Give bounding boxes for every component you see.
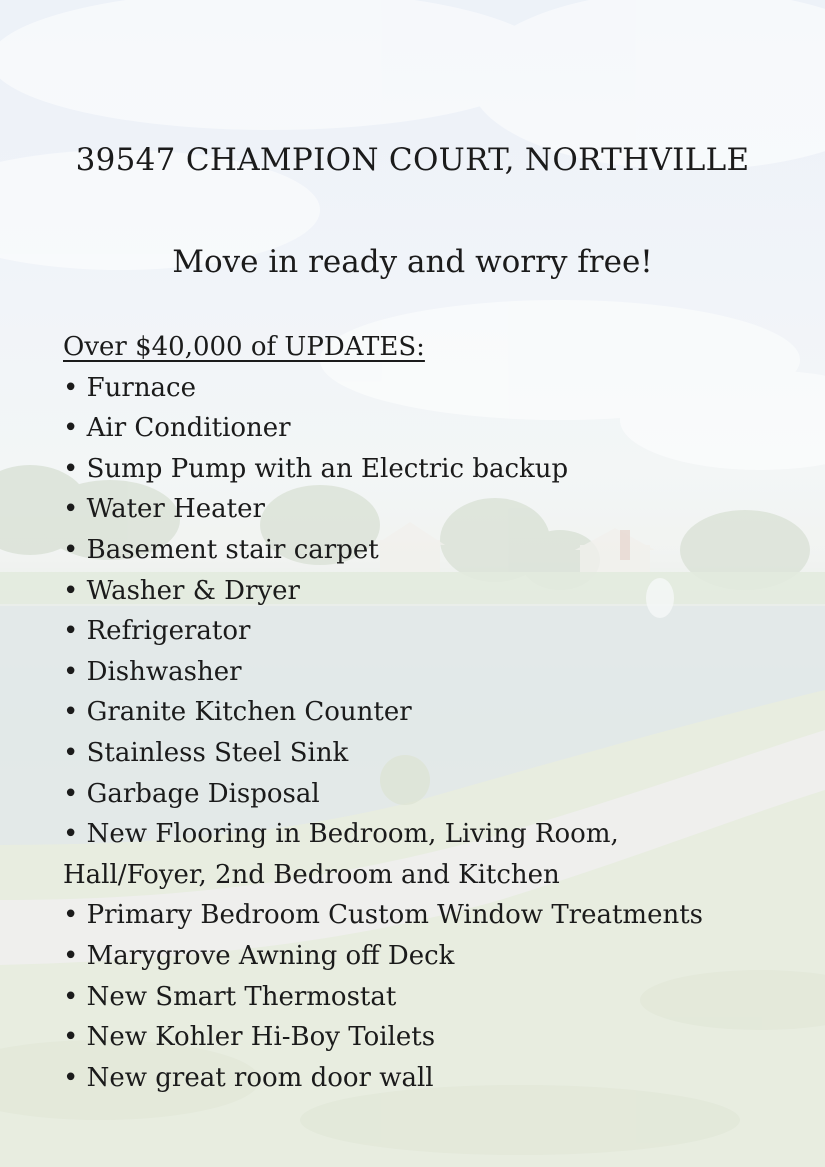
- update-item-new-flooring: • New Flooring in Bedroom, Living Room, Hall/Foyer, 2nd Bedroom and Kitchen: [63, 819, 619, 890]
- updates-section: [63, 327, 783, 1098]
- update-item-dishwasher: • Dishwasher: [63, 656, 242, 687]
- update-item-awning: • Marygrove Awning off Deck: [63, 940, 455, 971]
- update-item-garbage-disposal: • Garbage Disposal: [63, 778, 320, 809]
- update-item-granite-counter: • Granite Kitchen Counter: [63, 697, 412, 728]
- updates-list: [63, 368, 783, 1099]
- update-item-water-heater: • Water Heater: [63, 494, 265, 525]
- update-item-sump-pump: • Sump Pump with an Electric backup: [63, 453, 569, 484]
- property-address: 39547 CHAMPION COURT, NORTHVILLE: [75, 142, 750, 178]
- update-item-furnace: • Furnace: [63, 372, 197, 403]
- update-item-air-conditioner: • Air Conditioner: [63, 413, 291, 444]
- update-item-smart-thermostat: • New Smart Thermostat: [63, 981, 397, 1012]
- updates-heading: Over $40,000 of UPDATES:: [63, 332, 425, 362]
- update-item-refrigerator: • Refrigerator: [63, 616, 251, 647]
- update-item-kohler-toilets: • New Kohler Hi-Boy Toilets: [63, 1022, 436, 1053]
- update-item-door-wall: • New great room door wall: [63, 1062, 434, 1093]
- update-item-washer-dryer: • Washer & Dryer: [63, 575, 300, 606]
- update-item-window-treatments: • Primary Bedroom Custom Window Treatments: [63, 900, 703, 931]
- update-item-basement-stair-carpet: • Basement stair carpet: [63, 534, 379, 565]
- tagline: Move in ready and worry free!: [172, 244, 653, 280]
- update-item-stainless-sink: • Stainless Steel Sink: [63, 737, 349, 768]
